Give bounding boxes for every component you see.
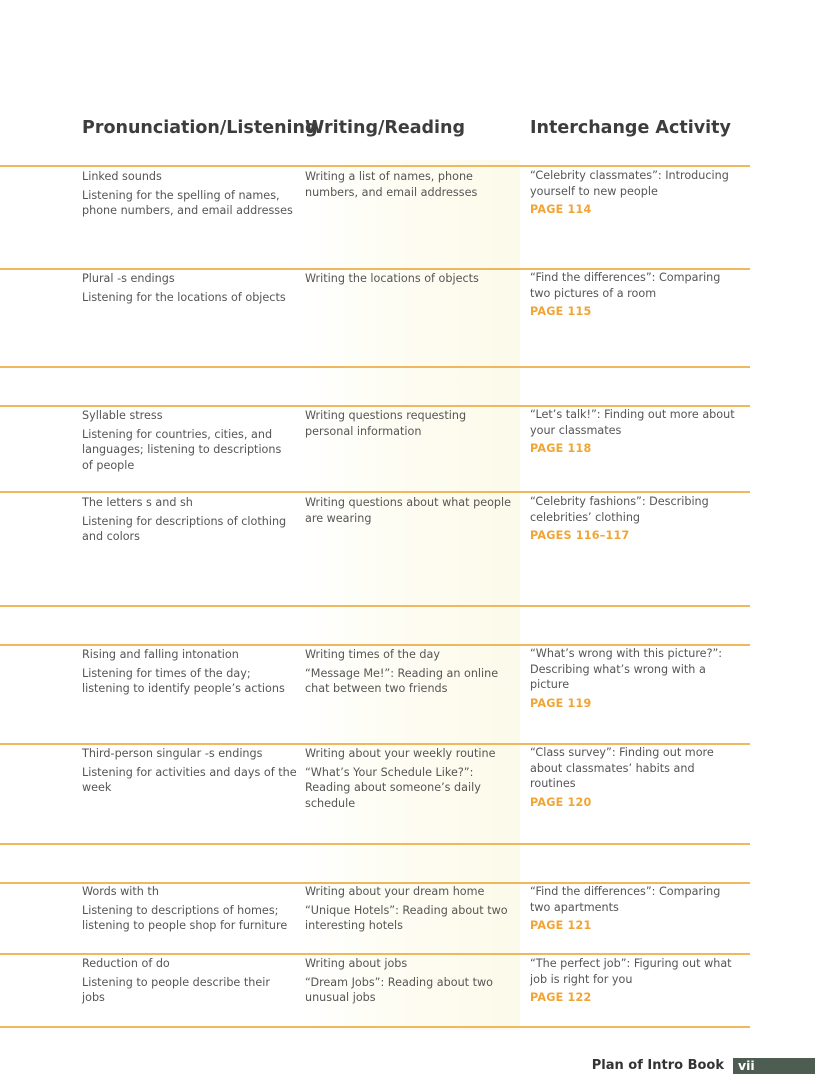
reading-text: chat between two friends <box>305 682 448 695</box>
pronunciation-topic: Syllable stress <box>82 409 163 422</box>
listening-text: jobs <box>82 991 105 1004</box>
row-divider <box>0 165 750 167</box>
pronunciation-topic: Third-person singular -s endings <box>82 747 263 760</box>
pronunciation-listening-cell <box>82 271 297 305</box>
activity-text: about classmates’ habits and routines <box>530 761 695 790</box>
listening-text: listening to people shop for furniture <box>82 919 288 932</box>
writing-reading-cell <box>305 956 520 1006</box>
writing-reading-cell <box>305 746 520 811</box>
writing-reading-cell <box>305 495 520 526</box>
listening-text: Listening to descriptions of homes; <box>82 903 279 917</box>
pronunciation-topic: The letters s and sh <box>82 496 193 509</box>
writing-text: personal information <box>305 424 422 438</box>
interchange-activity-cell <box>530 270 742 320</box>
reading-text: schedule <box>305 796 356 810</box>
activity-text: “Class survey”: Finding out more <box>530 746 714 759</box>
listening-text: week <box>82 781 112 794</box>
pronunciation-listening-cell <box>82 746 297 796</box>
writing-reading-cell <box>305 169 520 200</box>
page-number: vii <box>738 1058 755 1073</box>
page-reference: PAGES 116–117 <box>530 529 630 542</box>
listening-text: Listening to people describe their <box>82 975 270 989</box>
reading-text: interesting hotels <box>305 919 403 932</box>
interchange-activity-cell <box>530 646 742 711</box>
writing-text: Writing about your dream home <box>305 885 485 898</box>
reading-text: “Dream Jobs”: Reading about two <box>305 975 493 989</box>
header-interchange-activity: Interchange Activity <box>530 118 731 138</box>
activity-text: two pictures of a room <box>530 286 657 300</box>
interchange-activity-cell <box>530 884 742 934</box>
pronunciation-listening-cell <box>82 956 297 1006</box>
page-reference: PAGE 121 <box>530 919 592 932</box>
listening-text: Listening for the locations of objects <box>82 290 286 304</box>
activity-text: celebrities’ clothing <box>530 510 641 524</box>
listening-text: phone numbers, and email addresses <box>82 204 293 217</box>
reading-text: “Unique Hotels”: Reading about two <box>305 903 508 917</box>
pronunciation-topic: Reduction of do <box>82 957 170 970</box>
activity-text: your classmates <box>530 423 622 437</box>
header-pronunciation-listening: Pronunciation/Listening <box>82 118 318 138</box>
writing-text: numbers, and email addresses <box>305 185 478 199</box>
writing-reading-cell <box>305 884 520 934</box>
pronunciation-listening-cell <box>82 408 297 473</box>
activity-text: “Celebrity classmates”: Introducing <box>530 169 729 182</box>
pronunciation-listening-cell <box>82 169 297 219</box>
listening-text: of people <box>82 458 135 472</box>
pronunciation-listening-cell <box>82 495 297 545</box>
writing-text: Writing a list of names, phone <box>305 170 473 183</box>
unit-divider <box>0 605 750 607</box>
writing-reading-cell <box>305 408 520 439</box>
activity-text: picture <box>530 678 570 691</box>
header-writing-reading: Writing/Reading <box>305 118 466 138</box>
activity-text: job is right for you <box>530 972 633 986</box>
pronunciation-listening-cell <box>82 884 297 934</box>
unit-divider <box>0 366 750 368</box>
writing-reading-cell <box>305 271 520 287</box>
row-divider <box>0 953 750 955</box>
activity-text: “Find the differences”: Comparing <box>530 271 721 284</box>
activity-text: “Celebrity fashions”: Describing <box>530 495 709 508</box>
activity-text: “Find the differences”: Comparing <box>530 885 721 898</box>
listening-text: and colors <box>82 530 140 543</box>
interchange-activity-cell <box>530 745 742 810</box>
listening-text: listening to identify people’s actions <box>82 682 285 695</box>
activity-text: two apartments <box>530 900 619 914</box>
interchange-activity-cell <box>530 407 742 457</box>
listening-text: Listening for times of the day; <box>82 666 251 680</box>
page-reference: PAGE 118 <box>530 442 592 455</box>
reading-text: unusual jobs <box>305 991 376 1004</box>
listening-text: languages; listening to descriptions <box>82 443 282 456</box>
pronunciation-topic: Words with th <box>82 885 159 898</box>
reading-text: “What’s Your Schedule Like?”: <box>305 765 474 779</box>
reading-text: “Message Me!”: Reading an online <box>305 666 499 680</box>
writing-text: are wearing <box>305 511 372 525</box>
writing-reading-cell <box>305 647 520 697</box>
row-divider <box>0 491 750 493</box>
writing-text: Writing questions requesting <box>305 409 467 422</box>
page-reference: PAGE 119 <box>530 696 592 710</box>
pronunciation-topic: Rising and falling intonation <box>82 648 239 661</box>
activity-text: Describing what’s wrong with a <box>530 662 706 676</box>
activity-text: “What’s wrong with this picture?”: <box>530 647 723 660</box>
listening-text: Listening for countries, cities, and <box>82 427 273 441</box>
activity-text: “Let’s talk!”: Finding out more about <box>530 408 735 421</box>
listening-text: Listening for descriptions of clothing <box>82 514 287 528</box>
interchange-activity-cell <box>530 494 742 544</box>
interchange-activity-cell <box>530 168 742 218</box>
pronunciation-topic: Plural -s endings <box>82 272 175 285</box>
writing-text: Writing about jobs <box>305 957 408 970</box>
footer-page-tab <box>733 1058 815 1074</box>
listening-text: Listening for the spelling of names, <box>82 188 280 202</box>
pronunciation-listening-cell <box>82 647 297 697</box>
pronunciation-topic: Linked sounds <box>82 170 162 183</box>
listening-text: Listening for activities and days of the <box>82 765 297 779</box>
footer-book-title: Plan of Intro Book <box>591 1058 724 1073</box>
unit-divider <box>0 843 750 845</box>
page-reference: PAGE 114 <box>530 203 592 216</box>
page-reference: PAGE 120 <box>530 795 592 809</box>
writing-text: Writing times of the day <box>305 648 441 661</box>
reading-text: Reading about someone’s daily <box>305 781 481 794</box>
row-divider <box>0 1026 750 1028</box>
writing-text: Writing the locations of objects <box>305 272 479 285</box>
page-reference: PAGE 122 <box>530 991 592 1004</box>
activity-text: yourself to new people <box>530 184 658 198</box>
interchange-activity-cell <box>530 956 742 1006</box>
writing-text: Writing questions about what people <box>305 496 512 509</box>
activity-text: “The perfect job”: Figuring out what <box>530 957 732 970</box>
writing-text: Writing about your weekly routine <box>305 747 496 760</box>
page-reference: PAGE 115 <box>530 305 592 318</box>
